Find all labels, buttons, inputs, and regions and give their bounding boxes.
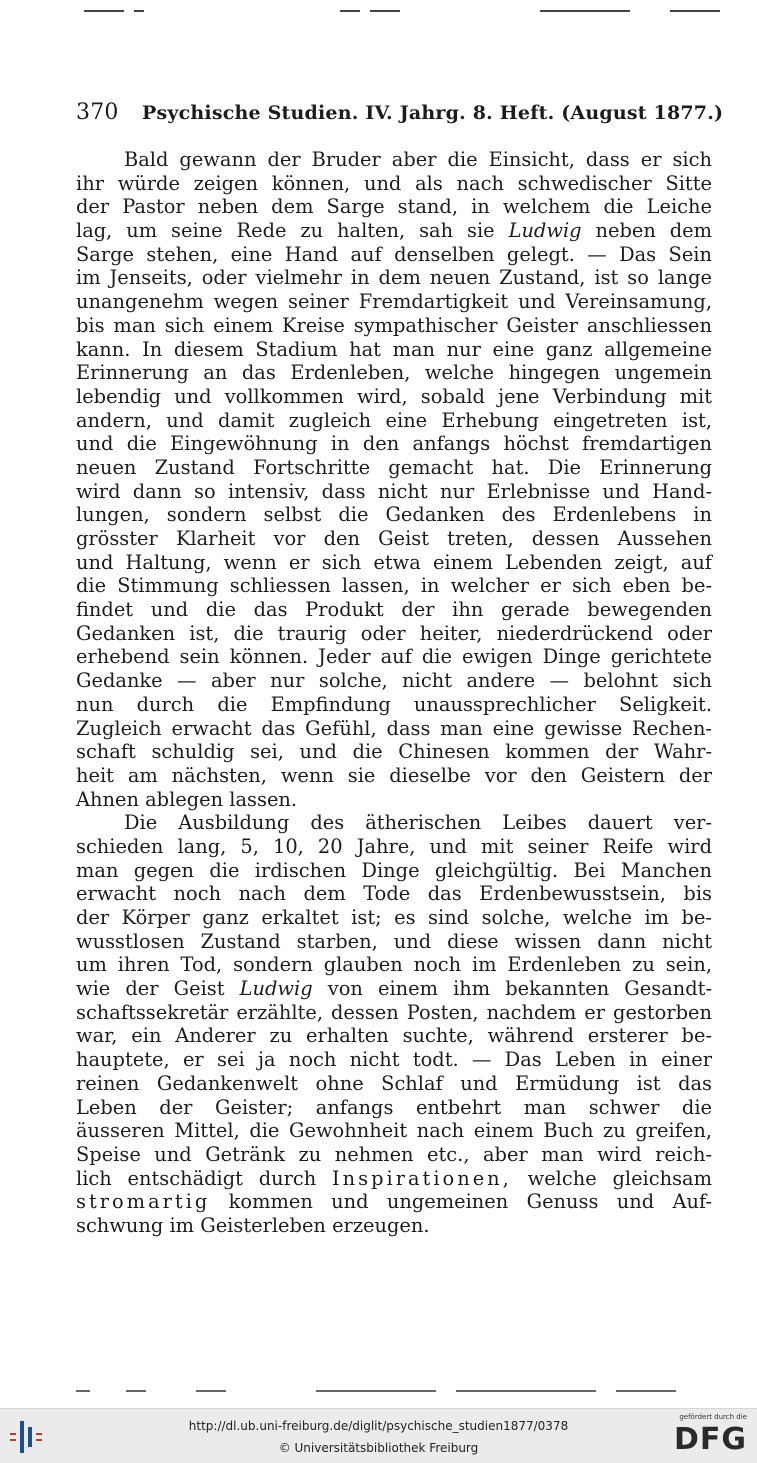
text-line: Die Ausbildung des ätherischen Leibes dauert ver- [124, 811, 712, 835]
scan-edge-bottom [76, 1388, 686, 1396]
emphasis-name: Ludwig [239, 977, 313, 1001]
spaced-word: Inspirationen, [332, 1166, 512, 1190]
text-line: schaft schuldig sei, und die Chinesen kommen der Wahr- [76, 740, 712, 764]
scan-edge-top [80, 6, 720, 16]
text-line: findet und die das Produkt der ihn gerade bewegenden [76, 598, 712, 622]
text-line: Ahnen ablegen lassen. [76, 787, 298, 811]
text-line: kann. In diesem Stadium hat man nur eine ganz allgemeine [76, 337, 712, 361]
running-title: Psychische Studien. IV. Jahrg. 8. Heft. (August 1877.) [142, 102, 724, 124]
text-line: der Pastor neben dem Sarge stand, in welchem die Leiche [76, 195, 712, 219]
text-line: Zugleich erwacht das Gefühl, dass man eine gewisse Rechen- [76, 716, 712, 740]
text-line: schaftssekretär erzählte, dessen Posten, nachdem er gestorben [76, 1000, 712, 1024]
text-line: und die Eingewöhnung in den anfangs höchst fremdartigen [76, 432, 712, 456]
text-line: reinen Gedankenwelt ohne Schlaf und Ermüdung ist das [76, 1071, 712, 1095]
text-fragment: wie der Geist [76, 977, 225, 1001]
article-body [76, 148, 712, 1238]
text-line: neuen Zustand Fortschritte gemacht hat. Die Erinnerung [76, 455, 712, 479]
text-fragment: lag, um seine Rede zu halten, sah sie [76, 219, 495, 243]
text-line: Erinnerung an das Erdenleben, welche hingegen ungemein [76, 361, 712, 385]
dfg-caption: gefördert durch die [679, 1413, 747, 1421]
text-line: man gegen die irdischen Dinge gleichgültig. Bei Manchen [76, 858, 712, 882]
text-line [76, 1190, 712, 1214]
text-line: um ihren Tod, sondern glauben noch im Erdenleben zu sein, [76, 953, 712, 977]
spaced-word: stromartig [76, 1190, 211, 1214]
text-line: Sarge stehen, eine Hand auf denselben gelegt. — Das Sein [76, 242, 712, 266]
text-fragment: welche gleichsam [527, 1166, 712, 1190]
text-line [76, 977, 712, 1001]
page-header [76, 100, 724, 132]
text-fragment: von einem ihm bekannten Gesandt- [327, 977, 713, 1001]
text-fragment: lich entschädigt durch [76, 1166, 317, 1190]
page-number: 370 [76, 100, 119, 125]
text-fragment: kommen und ungemeinen Genuss und Auf- [228, 1190, 713, 1214]
emphasis-name: Ludwig [508, 219, 582, 243]
copyright-notice: © Universitätsbibliothek Freiburg [278, 1441, 479, 1455]
text-line: wusstlosen Zustand starben, und diese wissen dann nicht [76, 929, 712, 953]
text-line [76, 1167, 712, 1191]
text-line: und Haltung, wenn er sich etwa einem Lebenden zeigt, auf [76, 550, 712, 574]
text-line: wird dann so intensiv, dass nicht nur Erlebnisse und Hand- [76, 479, 712, 503]
text-line: war, ein Anderer zu erhalten suchte, während ersterer be- [76, 1024, 712, 1048]
text-line: Gedanken ist, die traurig oder heiter, niederdrückend oder [76, 621, 712, 645]
text-line: nun durch die Empfindung unaussprechlicher Seligkeit. [76, 692, 712, 716]
text-line: schwung im Geisterleben erzeugen. [76, 1213, 430, 1237]
dfg-logo: DFG [673, 1422, 747, 1457]
text-line: schieden lang, 5, 10, 20 Jahre, und mit seiner Reife wird [76, 834, 712, 858]
text-fragment: neben dem [595, 219, 713, 243]
text-line: Bald gewann der Bruder aber die Einsicht, dass er sich [124, 148, 712, 171]
permalink-url[interactable]: http://dl.ub.uni-freiburg.de/diglit/psychische_studien1877/0378 [188, 1419, 569, 1433]
text-line: lebendig und vollkommen wird, sobald jene Verbindung mit [76, 384, 712, 408]
text-line: grösster Klarheit vor den Geist treten, dessen Aussehen [76, 527, 712, 550]
text-line: äusseren Mittel, die Gewohnheit nach einem Buch zu greifen, [76, 1119, 712, 1143]
text-line: hauptete, er sei ja noch nicht todt. — Das Leben in einer [76, 1048, 712, 1072]
text-line: der Körper ganz erkaltet ist; es sind solche, welche im be- [76, 906, 712, 929]
text-line: heit am nächsten, wenn sie dieselbe vor den Geistern der [76, 763, 712, 787]
text-line: andern, und damit zugleich eine Erhebung eingetreten ist, [76, 408, 712, 432]
text-line: bis man sich einem Kreise sympathischer Geister anschliessen [76, 313, 712, 337]
text-line: erwacht noch nach dem Tode das Erdenbewusstsein, bis [76, 882, 712, 906]
text-line: erhebend sein können. Jeder auf die ewigen Dinge gerichtete [76, 645, 712, 669]
text-line: im Jenseits, oder vielmehr in dem neuen Zustand, ist so lange [76, 266, 712, 290]
text-line [76, 219, 712, 243]
text-line: Speise und Getränk zu nehmen etc., aber man wird reich- [76, 1142, 712, 1166]
text-line: die Stimmung schliessen lassen, in welcher er sich eben be- [76, 574, 712, 598]
text-line: ihr würde zeigen können, und als nach schwedischer Sitte [76, 171, 712, 195]
text-line: unangenehm wegen seiner Fremdartigkeit und Vereinsamung, [76, 290, 712, 314]
viewer-footer [0, 1408, 757, 1463]
text-line: Leben der Geister; anfangs entbehrt man schwer die [76, 1095, 712, 1119]
text-line: Gedanke — aber nur solche, nicht andere — belohnt sich [76, 669, 712, 693]
text-line: lungen, sondern selbst die Gedanken des Erdenlebens in [76, 503, 712, 527]
